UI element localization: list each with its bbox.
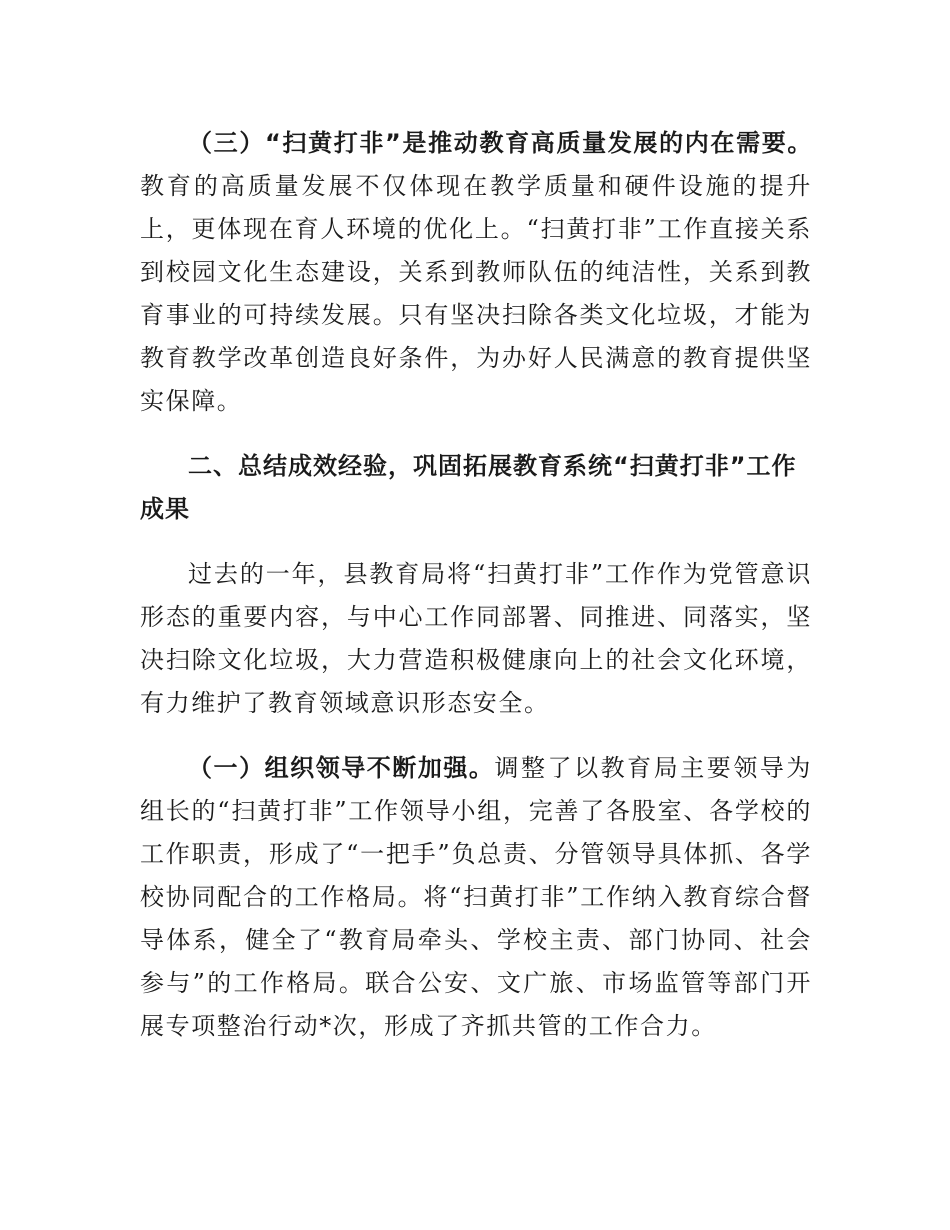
paragraph-subsection-1 bbox=[140, 747, 812, 1048]
section-3-lead: （三）“扫黄打非”是推动教育高质量发展的内在需要。 bbox=[188, 129, 812, 157]
paragraph-section-3 bbox=[140, 122, 812, 423]
section-3-body: 教育的高质量发展不仅体现在教学质量和硬件设施的提升上，更体现在育人环境的优化上。“扫黄打非”工作直接关系到校园文化生态建设，关系到教师队伍的纯洁性，关系到教育事业的可持续发展。只有坚决扫除各类文化垃圾，才能为教育教学改革创造良好条件，为办好人民满意的教育提供坚实保障。 bbox=[140, 172, 812, 415]
subsection-1-body: 调整了以教育局主要领导为组长的“扫黄打非”工作领导小组，完善了各股室、各学校的工作职责，形成了“一把手”负总责、分管领导具体抓、各学校协同配合的工作格局。将“扫黄打非”工作纳入教育综合督导体系，健全了“教育局牵头、学校主责、部门协同、社会参与”的工作格局。联合公安、文广旅、市场监管等部门开展专项整治行动*次，形成了齐抓共管的工作合力。 bbox=[140, 754, 812, 1040]
paragraph-intro: 过去的一年，县教育局将“扫黄打非”工作作为党管意识形态的重要内容，与中心工作同部署、同推进、同落实，坚决扫除文化垃圾，大力营造积极健康向上的社会文化环境，有力维护了教育领域意识形态安全。 bbox=[140, 560, 812, 717]
heading-section-2: 二、总结成效经验，巩固拓展教育系统“扫黄打非”工作成果 bbox=[140, 452, 797, 523]
subsection-1-lead: （一）组织领导不断加强。 bbox=[188, 754, 495, 782]
document-page bbox=[140, 122, 812, 1048]
